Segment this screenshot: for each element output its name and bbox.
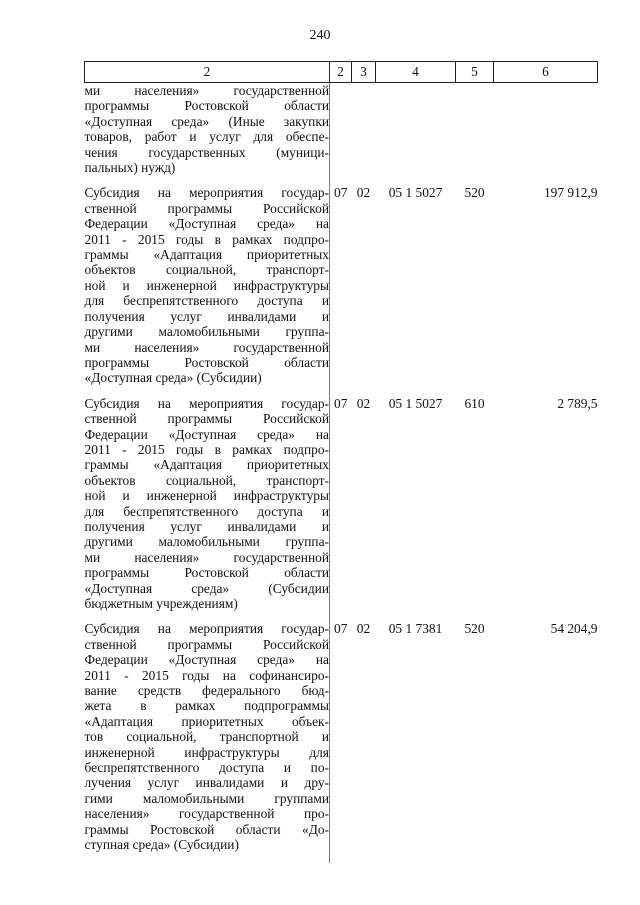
row-name-line: программы Ростовской области: [84, 565, 329, 581]
row-name-line: вание средств федерального бюд-: [84, 683, 329, 699]
row-name-line: пальных) нужд): [84, 160, 176, 176]
row-rz-cell: 07: [334, 395, 348, 411]
row-name-cell: [85, 396, 330, 622]
row-pr-cell: 02: [356, 395, 371, 411]
column-header-amount: 6: [494, 62, 598, 83]
row-rz-cell: [330, 83, 352, 186]
row-name-line: «Доступная среда» (Иные закупки: [84, 113, 329, 129]
table-row: [85, 396, 598, 622]
row-name-line: инженерной инфраструктуры для: [84, 744, 329, 760]
row-name-line: тов социальной, транспортной и: [84, 729, 329, 745]
row-name-line: 2011 - 2015 годы в рамках подпро-: [84, 441, 329, 457]
table-row: [85, 83, 598, 186]
row-pr-cell: 02: [356, 185, 371, 201]
row-name-line: Федерации «Доступная среда» на: [84, 216, 329, 232]
row-name-line: объектов социальной, транспорт-: [84, 262, 329, 278]
row-name-line: товаров, работ и услуг для обеспе-: [84, 129, 329, 145]
row-amount-cell: 197 912,9: [543, 185, 598, 201]
row-amount-cell: 54 204,9: [550, 621, 598, 637]
row-name-cell: [85, 621, 330, 862]
row-name-line: «Доступная среда» (Субсидии): [84, 370, 262, 386]
row-vr-cell: [456, 83, 494, 186]
row-name-line: «Доступная среда» (Субсидии: [84, 580, 329, 596]
row-name-line: объектов социальной, транспорт-: [84, 472, 329, 488]
row-name-line: Субсидия на мероприятия государ-: [84, 185, 329, 201]
row-name-line: чения государственных (муници-: [84, 144, 329, 160]
row-name-line: гими маломобильными группами: [84, 790, 329, 806]
row-name-line: другими маломобильными группа-: [84, 534, 329, 550]
row-name-line: ступная среда» (Субсидии): [84, 837, 239, 853]
row-name-line: граммы «Адаптация приоритетных: [84, 457, 329, 473]
row-name-line: населения» государственной про-: [84, 806, 329, 822]
row-name-line: Федерации «Доступная среда» на: [84, 652, 329, 668]
row-name-cell: [85, 185, 330, 395]
row-vr-cell: 520: [464, 185, 485, 201]
table-header-row: [85, 62, 598, 83]
row-pr-cell: 02: [356, 621, 371, 637]
row-name-line: жета в рамках подпрограммы: [84, 698, 329, 714]
page-number: 240: [309, 28, 331, 43]
table-row: [85, 185, 598, 395]
row-vr-cell: 610: [464, 395, 485, 411]
row-rz-cell: 07: [334, 185, 348, 201]
row-name-cell: [85, 83, 330, 186]
column-header-name: 2: [85, 62, 330, 83]
row-name-line: программы Ростовской области: [84, 354, 329, 370]
row-csr-cell: 05 1 7381: [388, 621, 443, 637]
row-name-line: ственной программы Российской: [84, 411, 329, 427]
row-name-line: «Адаптация приоритетных объек-: [84, 713, 329, 729]
row-name-line: Федерации «Доступная среда» на: [84, 426, 329, 442]
row-name-line: ми населения» государственной: [84, 83, 329, 98]
row-name-line: бюджетным учреждениям): [84, 596, 238, 611]
row-csr-cell: 05 1 5027: [388, 395, 443, 411]
row-name-line: получения услуг инвалидами и: [84, 308, 329, 324]
table-body: [85, 83, 598, 863]
row-name-line: для беспрепятственного доступа и: [84, 503, 329, 519]
column-header-vr: 5: [456, 62, 494, 83]
row-name-line: для беспрепятственного доступа и: [84, 293, 329, 309]
column-header-csr: 4: [376, 62, 456, 83]
row-name-line: Субсидия на мероприятия государ-: [84, 395, 329, 411]
row-name-line: ственной программы Российской: [84, 636, 329, 652]
row-name-line: лучения услуг инвалидами и дру-: [84, 775, 329, 791]
column-header-rz: 2: [330, 62, 352, 83]
row-name-line: программы Ростовской области: [84, 98, 329, 114]
row-name-line: ной и инженерной инфраструктуры: [84, 488, 329, 504]
row-amount-cell: [494, 83, 598, 186]
row-name-line: получения услуг инвалидами и: [84, 518, 329, 534]
row-name-line: ми населения» государственной: [84, 339, 329, 355]
row-name-line: ми населения» государственной: [84, 549, 329, 565]
row-csr-cell: [376, 83, 456, 186]
row-pr-cell: [352, 83, 376, 186]
row-name-line: ственной программы Российской: [84, 200, 329, 216]
row-name-line: граммы Ростовской области «До-: [84, 821, 329, 837]
row-name-line: беспрепятственного доступа и по-: [84, 760, 329, 776]
row-name-line: ной и инженерной инфраструктуры: [84, 277, 329, 293]
table-row: [85, 621, 598, 862]
row-amount-cell: 2 789,5: [557, 395, 598, 411]
row-name-line: Субсидия на мероприятия государ-: [84, 621, 329, 637]
budget-table: [84, 61, 598, 863]
row-vr-cell: 520: [464, 621, 485, 637]
row-name-line: 2011 - 2015 годы в рамках подпро-: [84, 231, 329, 247]
row-rz-cell: 07: [334, 621, 348, 637]
row-csr-cell: 05 1 5027: [388, 185, 443, 201]
row-name-line: 2011 - 2015 годы на софинансиро-: [84, 667, 329, 683]
row-name-line: граммы «Адаптация приоритетных: [84, 247, 329, 263]
column-header-pr: 3: [352, 62, 376, 83]
row-name-line: другими маломобильными группа-: [84, 324, 329, 340]
